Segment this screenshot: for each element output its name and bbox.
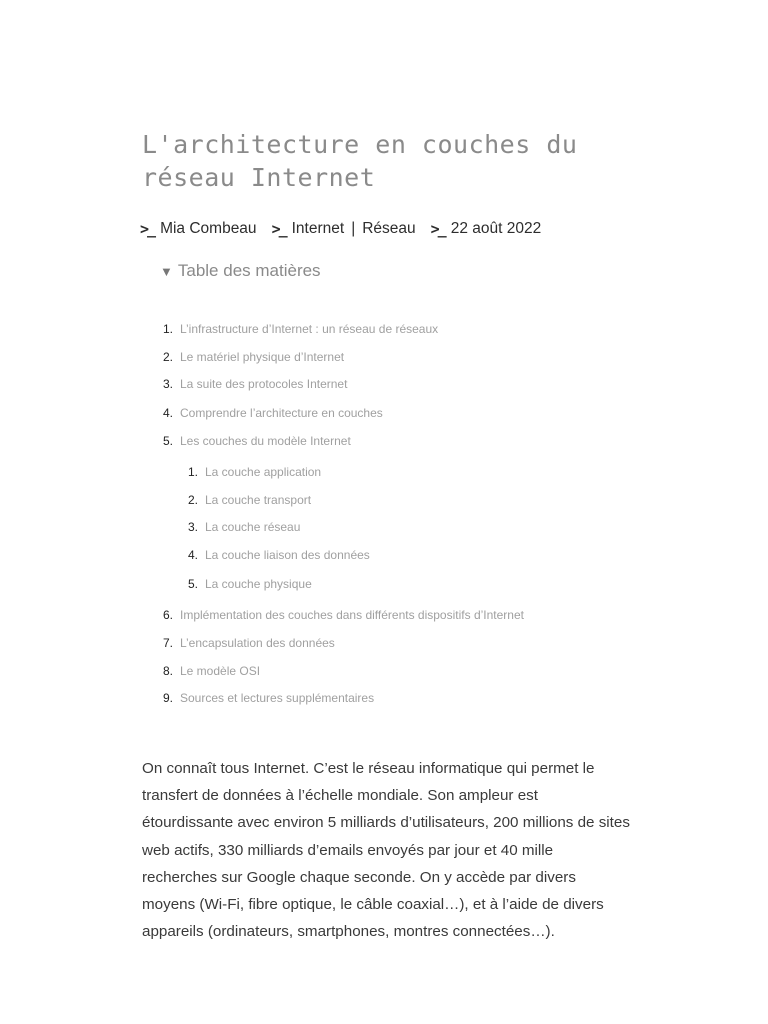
category-link-reseau[interactable]: Réseau	[362, 220, 416, 237]
toc-summary-toggle[interactable]	[160, 261, 321, 281]
toc-subitem	[180, 465, 321, 479]
toc-subitem	[180, 577, 312, 591]
toc-item-number: 4.	[162, 406, 173, 420]
toc-item-number: 8.	[162, 664, 173, 678]
toc-item-number: 3.	[187, 520, 198, 534]
toc-link[interactable]: La couche réseau	[205, 520, 301, 534]
toc-subitem	[180, 548, 370, 562]
toc-item-number: 1.	[187, 465, 198, 479]
meta-date	[431, 220, 542, 238]
toc-link[interactable]: Implémentation des couches dans différents dispositifs d’Internet	[180, 608, 524, 622]
toc-link[interactable]: Le matériel physique d’Internet	[180, 350, 345, 364]
toc-item	[155, 434, 351, 448]
toc-link[interactable]: L’encapsulation des données	[180, 636, 335, 650]
toc-item-number: 2.	[187, 493, 198, 507]
toc-item	[155, 636, 335, 650]
toc-link[interactable]: La couche application	[205, 465, 322, 479]
toc-item-number: 6.	[162, 608, 173, 622]
toc-item-number: 2.	[162, 350, 173, 364]
toc-link[interactable]: Les couches du modèle Internet	[180, 434, 351, 448]
meta-categories	[272, 220, 416, 238]
toc-item	[155, 608, 524, 622]
toc-item-number: 3.	[162, 377, 173, 391]
toc-item-number: 4.	[187, 548, 198, 562]
category-separator: |	[351, 220, 356, 237]
toc-item	[155, 691, 374, 705]
toc-link[interactable]: L’infrastructure d’Internet : un réseau de réseaux	[180, 322, 439, 336]
triangle-down-icon: ▼	[160, 263, 173, 279]
toc-subitem	[180, 520, 300, 534]
toc-summary-label: Table des matières	[177, 261, 321, 280]
toc-link[interactable]: La suite des protocoles Internet	[180, 377, 348, 391]
toc-subitem	[180, 493, 311, 507]
toc-item	[155, 350, 344, 364]
toc-link[interactable]: Le modèle OSI	[180, 664, 261, 678]
terminal-prompt-icon: >_	[140, 220, 155, 238]
toc-item-number: 5.	[187, 577, 198, 591]
toc-item-number: 7.	[162, 636, 173, 650]
meta-author	[140, 220, 257, 238]
toc-item-number: 5.	[162, 434, 173, 448]
author-link[interactable]: Mia Combeau	[160, 220, 257, 237]
toc-item	[155, 406, 383, 420]
toc-item	[155, 322, 438, 336]
toc-item	[155, 664, 260, 678]
toc-link[interactable]: La couche transport	[205, 493, 312, 507]
toc-link[interactable]: Comprendre l’architecture en couches	[180, 406, 383, 420]
terminal-prompt-icon: >_	[430, 220, 445, 238]
category-link-internet[interactable]: Internet	[291, 220, 345, 237]
toc-link[interactable]: La couche liaison des données	[205, 548, 370, 562]
article-title: L'architecture en couches du réseau Internet	[142, 130, 578, 192]
article-meta	[140, 217, 556, 241]
intro-paragraph: On connaît tous Internet. C’est le réseau informatique qui permet le transfert de données à l’échelle mondiale. Son ampleur est étourdissante avec environ 5 milliards d’utilisateurs, 200 millions de sites web actifs, 330 milliards d’emails envoyés par jour et 40 mille recherches sur Google chaque seconde. On y accède par divers moyens (Wi-Fi, fibre optique, le câble coaxial…), et à l’aide de divers appareils (ordinateurs, smartphones, montres connectées…).	[142, 760, 630, 941]
toc-item	[155, 377, 347, 391]
toc-item-number: 1.	[162, 322, 173, 336]
toc-link[interactable]: La couche physique	[205, 577, 312, 591]
publish-date: 22 août 2022	[450, 220, 542, 237]
toc-link[interactable]: Sources et lectures supplémentaires	[180, 691, 375, 705]
terminal-prompt-icon: >_	[271, 220, 286, 238]
toc-item-number: 9.	[162, 691, 173, 705]
